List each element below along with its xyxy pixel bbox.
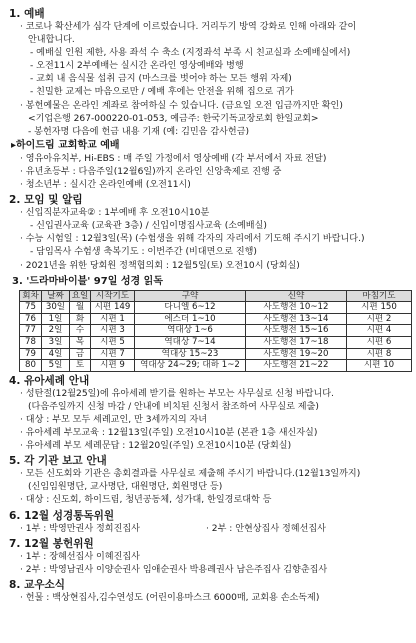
table-row [20, 325, 412, 337]
report-submit-item: · 모든 신도회와 기관은 총회결과를 사무실로 제출해 주시기 바랍니다.(12월13일까지) [20, 469, 361, 480]
table-cell: 76 [20, 313, 42, 325]
table-cell: 75 [20, 302, 42, 314]
table-cell: 2일 [42, 325, 70, 337]
bank-account-text: <기업은행 267-000220-01-053, 예금주: 한국기독교장로회 한일교회> [28, 113, 319, 124]
table-row [20, 336, 412, 348]
section-member-news-title: 8. 교우소식 [9, 578, 66, 591]
table-cell: 사도행전 10~12 [246, 302, 347, 314]
elementary-item: · 유년초등부 : 다음주일(12월6일)까지 온라인 신앙축제로 진행 중 [20, 166, 282, 177]
seat-limit-item: - 예배실 인원 제한, 사용 좌석 수 축소 (지정좌석 부족 시 친교실과 소예배실에서) [30, 48, 351, 59]
table-cell: 시편 150 [347, 302, 412, 314]
online-worship-item: - 오전11시 2부예배는 실시간 온라인 영상예배와 병행 [30, 61, 244, 72]
table-cell: 사도행전 19~20 [246, 348, 347, 360]
table-cell: 30일 [42, 302, 70, 314]
first-service-readers: · 1부 : 박영만권사 정희진집사 [20, 523, 140, 534]
col-header: 신약 [246, 290, 347, 302]
report-target-item: · 대상 : 신도회, 하이드림, 청년공동체, 성가대, 한일경로대학 등 [20, 495, 272, 506]
section-bible-readers-title: 6. 12월 성경통독위원 [9, 509, 115, 522]
table-cell: 사도행전 15~16 [246, 325, 347, 337]
table-cell: 78 [20, 336, 42, 348]
table-cell: 시편 8 [347, 348, 412, 360]
section-reports-title: 5. 각 기관 보고 안내 [9, 455, 107, 468]
table-cell: 화 [70, 313, 91, 325]
table-header-row [20, 290, 412, 302]
table-cell: 79 [20, 348, 42, 360]
col-header: 시작기도 [91, 290, 135, 302]
offering-item: · 봉헌예물은 온라인 계좌로 참여하실 수 있습니다. (금요일 오전 입금까지만 확인) [20, 100, 343, 111]
table-cell: 시편 2 [347, 313, 412, 325]
table-cell: 금 [70, 348, 91, 360]
table-cell: 시편 10 [347, 360, 412, 372]
preschool-item: · 영유아유치부, Hi-EBS : 매 주일 가정에서 영상예배 (각 부서에서 자료 전달) [20, 153, 327, 164]
table-cell: 사도행전 17~18 [246, 336, 347, 348]
table-cell: 목 [70, 336, 91, 348]
table-cell: 수 [70, 325, 91, 337]
covid-notice-line: · 코로나 확산세가 심각 단계에 이르렀습니다. 거리두기 방역 강화로 인해 아래와 같이 [20, 22, 357, 32]
offering-note: - 봉헌자명 다음에 헌금 내용 기재 (예: 김민음 감사헌금) [28, 126, 250, 137]
table-cell: 시편 149 [91, 302, 135, 314]
section-worship-title: 1. 예배 [9, 8, 45, 20]
table-cell: 시편 4 [347, 325, 412, 337]
report-list-note: (신임임원명단, 교사명단, 대원명단, 회원명단 등) [28, 482, 223, 493]
table-cell: 80 [20, 360, 42, 372]
table-cell: 3일 [42, 336, 70, 348]
table-cell: 5일 [42, 360, 70, 372]
table-cell: 시편 5 [91, 336, 135, 348]
col-header: 요일 [70, 290, 91, 302]
table-row [20, 313, 412, 325]
section-infant-baptism-title: 4. 유아세례 안내 [9, 374, 90, 387]
bible-reading-table [19, 290, 412, 372]
covid-notice-line-cont: 안내합니다. [28, 35, 75, 46]
table-cell: 토 [70, 360, 91, 372]
bible-readers-row [9, 523, 408, 536]
exam-prayer-item: - 담임목사 수험생 축복기도 : 이번주간 (비대면으로 진행) [30, 247, 257, 258]
table-row [20, 360, 412, 372]
table-cell: 역대상 1~6 [135, 325, 246, 337]
baptism-apply-item: · 성탄절(12월25일)에 유아세례 받기를 원하는 부모는 사무실로 신청 바랍니다. [20, 388, 334, 399]
table-cell: 시편 6 [347, 336, 412, 348]
col-header: 마침기도 [347, 290, 412, 302]
table-cell: 시편 7 [91, 348, 135, 360]
new-officer-item: · 신입직분자교육② : 1부예배 후 오전10시10분 [20, 208, 210, 219]
table-row [20, 302, 412, 314]
table-cell: 사도행전 21~22 [246, 360, 347, 372]
parent-education-item: · 유아세례 부모교육 : 12월13일(주일) 오전10시10분 (본관 1층 새신자실) [20, 428, 318, 439]
youth-item: · 청소년부 : 실시간 온라인예배 (오전11시) [20, 180, 191, 191]
table-cell: 시편 9 [91, 360, 135, 372]
parent-interview-item: · 유아세례 부모 세례문답 : 12월20일(주일) 오전10시10분 (당회실) [20, 441, 292, 452]
fellowship-item: - 친밀한 교제는 마음으로만 / 예배 후에는 안전을 위해 집으로 귀가 [30, 87, 294, 98]
baptism-deadline-note: (다음주일까지 신청 마감 / 안내에 비치된 신청서 참조하여 사무실로 제출) [28, 401, 319, 412]
table-cell: 다니엘 6~12 [135, 302, 246, 314]
table-cell: 월 [70, 302, 91, 314]
second-service-readers: · 2부 : 안현상집사 정혜선집사 [206, 523, 326, 534]
session-meeting-item: · 2021년을 위한 당회원 정책협의회 : 12월5일(토) 오전10시 (당회실) [20, 260, 300, 271]
table-row [20, 348, 412, 360]
bible-reading-title: 3. '드라마바이블' 97일 성경 읽독 [12, 275, 163, 287]
col-header: 날짜 [42, 290, 70, 302]
table-cell: 1일 [42, 313, 70, 325]
exam-day-item: · 수능 시험일 : 12월3일(목) (수험생을 위해 각자의 자리에서 기도해 주시기 바랍니다.) [20, 234, 365, 245]
table-cell: 역대상 24~29; 대하 1~2 [135, 360, 246, 372]
col-header: 회차 [20, 290, 42, 302]
table-cell: 4일 [42, 348, 70, 360]
section-meetings-title: 2. 모임 및 알림 [9, 194, 83, 207]
baptism-target-item: · 대상 : 부모 모두 세례교인, 만 3세까지의 자녀 [20, 414, 208, 425]
table-cell: 에스더 1~10 [135, 313, 246, 325]
donation-item: · 헌물 : 백상현집사,김수연성도 (어린이용마스크 6000매, 교회용 손소독제) [20, 592, 320, 603]
no-food-item: - 교회 내 음식물 섭취 금지 (마스크를 벗어야 하는 모든 행위 자제) [30, 74, 292, 85]
table-cell: 시편 3 [91, 325, 135, 337]
second-service-offering: · 2부 : 박영남권사 이양순권사 임애순권사 박용례권사 남은주집사 김향춘집사 [20, 564, 328, 575]
col-header: 구약 [135, 290, 246, 302]
officer-education-item: - 신입권사교육 (교육관 3층) / 신입이명집사교육 (소예배실) [30, 221, 267, 232]
table-cell: 77 [20, 325, 42, 337]
table-cell: 시편 1 [91, 313, 135, 325]
table-cell: 역대상 7~14 [135, 336, 246, 348]
table-cell: 역대상 15~23 [135, 348, 246, 360]
church-school-subtitle: ▸하이드림 교회학교 예배 [11, 139, 120, 151]
table-cell: 사도행전 13~14 [246, 313, 347, 325]
section-offering-committee-title: 7. 12월 봉헌위원 [9, 537, 94, 550]
first-service-offering: · 1부 : 장혜선집사 이혜진집사 [20, 551, 140, 562]
